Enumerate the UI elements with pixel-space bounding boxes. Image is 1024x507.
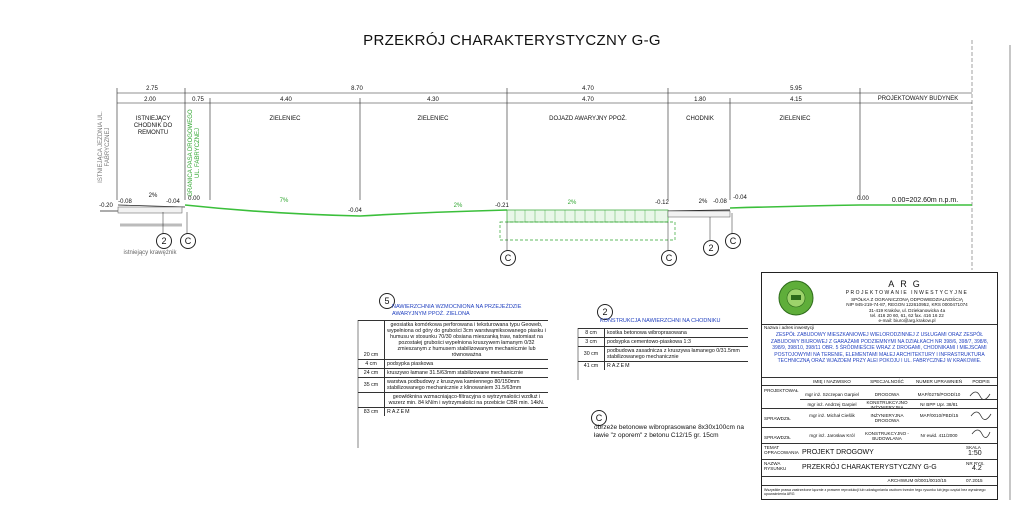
existing-curb-label: istniejący krawężnik bbox=[123, 250, 177, 256]
level-2: -0.08 bbox=[118, 199, 132, 205]
stamp-scale: 1:50 bbox=[968, 450, 982, 457]
marker-2-right: 2 bbox=[703, 240, 719, 256]
legend5-row: 35 cm warstwa podbudowy z kruszywa kamiennego 80/150mm stabilizowanego mechanicznie z klinowaniem 31.5/63mm bbox=[358, 378, 548, 393]
legend5-title: NAWIERZCHNIA WZMOCNIONA NA PRZEJEŹDZIE AWARYJNYM PPOŻ. ZIELONA bbox=[392, 304, 522, 317]
level-7: -0.12 bbox=[655, 200, 669, 206]
dim-detail-6: 1.80 bbox=[694, 97, 706, 103]
stamp-stage: PROJEKT DROGOWY bbox=[802, 449, 874, 456]
level-8: -0.08 bbox=[713, 199, 727, 205]
zone-building: PROJEKTOWANY BUDYNEK bbox=[877, 96, 959, 102]
geoweb-base bbox=[500, 222, 675, 240]
slope-4: 2% bbox=[567, 200, 577, 206]
stamp-num-3: MAP/0010/PBD/15 bbox=[919, 413, 959, 418]
dim-detail-3: 4.40 bbox=[280, 97, 292, 103]
stamp-company-line: NIP 945-219-74-87, REGON 122610952, KRS 0000471074 bbox=[846, 302, 968, 307]
signatures bbox=[968, 386, 994, 442]
legend5-row: 4 cm podsypka piaskowa bbox=[358, 360, 548, 369]
legend5-table bbox=[358, 320, 548, 416]
level-4: 0.00 bbox=[188, 196, 200, 202]
stamp-drawing-label: NAZWA RYSUNKU bbox=[764, 461, 787, 471]
slope-5: 2% bbox=[698, 199, 708, 205]
stamp-spec-2: KONSTRUKCYJNO INŻYNIERYJNA bbox=[866, 400, 908, 410]
legend2-table bbox=[578, 328, 748, 370]
stamp-spec-1: DROGOWA bbox=[874, 392, 900, 397]
dim-overall-2: 8.70 bbox=[351, 86, 363, 92]
legend5-row: 24 cm kruszywo łamane 31.5/63mm stabilizowane mechanicznie bbox=[358, 369, 548, 378]
legend2-marker: 2 bbox=[597, 304, 613, 320]
zone-green-1: ZIELENIEC bbox=[269, 116, 301, 122]
stamp-header-name: IMIĘ I NAZWISKO bbox=[813, 379, 851, 384]
dim-detail-5: 4.70 bbox=[582, 97, 594, 103]
zone-green-3: ZIELENIEC bbox=[779, 116, 811, 122]
stamp-name-3: mgr inż. Michał Cieślik bbox=[809, 413, 855, 418]
legend5-row: 20 cm geosiatka komórkowa perforowana i teksturowana typu Geoweb, wypełniona od góry do grubości 3cm warstwąmiksowanego piasku i humusu w stosunku 70/30 obsiana mieszanką traw, natomiast na pozostałej grubości wypełniona kruszywem łamanym 0/32 zmieszanym z humusem stabilizowanym mechanicznie lub równoważna bbox=[358, 321, 548, 360]
stamp-archive: ARCHIWUM 0/0001/0010/15 bbox=[887, 478, 947, 483]
stamp-email: e-mail: biuro@arg.krakow.pl bbox=[878, 318, 936, 323]
zone-sidewalk: CHODNIK bbox=[686, 116, 714, 122]
slope-3: 2% bbox=[453, 203, 463, 209]
road-boundary-label: GRANICA PASA DROGOWEGO UL. FABRYCZNEJ bbox=[188, 109, 201, 197]
level-5: -0.04 bbox=[348, 208, 362, 214]
dim-detail-1: 2.00 bbox=[144, 97, 156, 103]
stamp-num-1: MAP/0275/POOD/10 bbox=[917, 392, 961, 397]
stamp-name-4: mgr inż. Jarosław Król bbox=[809, 433, 855, 438]
page-title: PRZEKRÓJ CHARAKTERYSTYCZNY G-G bbox=[363, 32, 661, 49]
stamp-role-3: SPRAWDZIŁ bbox=[764, 416, 791, 421]
level-3: -0.04 bbox=[166, 199, 180, 205]
legend2-row: 41 cm RAZEM bbox=[578, 362, 748, 371]
datum-label: 0.00=202.60m n.p.m. bbox=[891, 197, 959, 204]
stamp-phone: tel. 416 20 60, 61, 62 fax. 416 16 22 bbox=[870, 313, 944, 318]
dim-detail-4: 4.30 bbox=[427, 97, 439, 103]
legend2-row: 3 cm podsypka cementowo-piaskowa 1:3 bbox=[578, 338, 748, 347]
arg-logo bbox=[776, 279, 816, 317]
stamp-name-2: mgr inż. Andrzej Garpiel bbox=[807, 402, 857, 407]
legend2-title: KONSTRUKCJA NAWIERZCHNI NA CHODNIKU bbox=[600, 318, 721, 324]
geoweb-pavement bbox=[507, 210, 668, 222]
dim-detail-2: 0.75 bbox=[192, 97, 204, 103]
stamp-spec-4: KONSTRUKCYJNO - BUDOWLANA bbox=[865, 431, 909, 441]
existing-sidewalk-layer bbox=[118, 207, 182, 213]
level-9: -0.04 bbox=[733, 195, 747, 201]
slope-2: 7% bbox=[279, 198, 289, 204]
legend5-marker: 5 bbox=[379, 293, 395, 309]
stamp-role-1: PROJEKTOWAŁ bbox=[764, 388, 799, 393]
ground-profile bbox=[100, 205, 972, 240]
legendC-marker: C bbox=[591, 410, 607, 426]
stamp-object-label: Nazwa i adres inwestycji bbox=[764, 325, 815, 330]
zone-existing-sidewalk: ISTNIEJĄCY CHODNIK DO REMONTU bbox=[133, 116, 173, 136]
marker-c-sidewalk: C bbox=[725, 233, 741, 249]
stamp-project-desc: ZESPÓŁ ZABUDOWY MIESZKANIOWEJ WIELORODZINNEJ Z USŁUGAMI ORAZ ZESPÓŁ ZABUDOWY BIUROWEJ Z GARAŻAMI PODZIEMNYMI NA DZIAŁKACH NR 398/6, 398/7, 398/8, 398/9, 398/10, 398/11 OBR. 5 ŚRÓDMIEŚCIE WRAZ Z DROGAMI, CHODNIKAMI I MIEJSCAMI POSTOJOWYMI NA TERENIE, ELEMENTAMI MAŁEJ ARCHITEKTURY I INFRASTRUKTURA TECHNICZNĄ ORAZ WJAZDEM PRZY ALEI POKOJU I UL. FABRYCZNEJ W KRAKOWIE. bbox=[770, 332, 989, 365]
dimension-chains bbox=[117, 88, 972, 200]
zone-green-2: ZIELENIEC bbox=[417, 116, 449, 122]
marker-c-mid: C bbox=[500, 250, 516, 266]
stamp-address: 31-419 Kraków, ul. Dziekanowicka 4a bbox=[868, 308, 946, 313]
stamp-spec-3: INŻYNIERYJNA DROGOWA bbox=[870, 413, 904, 423]
legend2-row: 8 cm kostka betonowa wibroprasowana bbox=[578, 329, 748, 338]
dim-overall-3: 4.70 bbox=[582, 86, 594, 92]
marker-c-left: C bbox=[180, 233, 196, 249]
legend5-row: 83 cm RAZEM bbox=[358, 408, 548, 417]
marker-2-left: 2 bbox=[156, 233, 172, 249]
dim-overall-1: 2.75 bbox=[146, 86, 158, 92]
marker-c-right: C bbox=[661, 250, 677, 266]
level-1: -0.20 bbox=[99, 203, 113, 209]
stamp-header-spec: SPECJALNOŚĆ bbox=[870, 379, 904, 384]
legendC-text: obrzeże betonowe wibroprasowane 8x30x100cm na ławie "z oporem" z betonu C12/15 gr. 15cm bbox=[594, 424, 744, 439]
grass-line-right bbox=[730, 205, 972, 208]
stamp-name-1: mgr inż. Szczepan Garpiel bbox=[805, 392, 859, 397]
stamp-num-2: Nr BPP Upr. 38/81 bbox=[920, 402, 958, 407]
street-edge-label: ISTNIEJĄCA JEZDNIA UL. FABRYCZNEJ bbox=[98, 111, 111, 183]
zone-fire-access: DOJAZD AWARYJNY PPOŻ. bbox=[549, 116, 627, 122]
stamp-stage-label: TEMAT OPRACOWANIA bbox=[764, 445, 799, 455]
legend5-row: geowłóknina wzmacniająco-filtracyjna o wytrzymałości wzdłuż i wszerz min. 84 kN/m i wytrzymałości na przebicie CBR min. 14kN. bbox=[358, 393, 548, 408]
stamp-footer: Wszystkie prawa zastrzeżone łącznie z prawem reprodukcji lub udostępniania osobom trzecim tego rysunku lub jego części bez wyraźnego upoważnienia ARG bbox=[764, 488, 986, 496]
stamp-num-4: Nr ewid. 411/2000 bbox=[920, 433, 958, 438]
stamp-sheet: 4.2 bbox=[972, 465, 982, 472]
stamp-drawing: PRZEKRÓJ CHARAKTERYSTYCZNY G-G bbox=[802, 464, 937, 471]
new-sidewalk-layer bbox=[668, 211, 730, 217]
stamp-header-sign: PODPIS bbox=[972, 379, 990, 384]
stamp-header-num: NUMER UPRAWNIEŃ bbox=[915, 379, 963, 384]
stamp-company-sub: SPÓŁKA Z OGRANICZONĄ ODPOWIEDZIALNOŚCIĄ bbox=[851, 297, 963, 302]
stamp-logo-text: ARG bbox=[888, 279, 926, 289]
dim-overall-4: 5.95 bbox=[790, 86, 802, 92]
level-6: -0.21 bbox=[495, 203, 509, 209]
stamp-company: PROJEKTOWANIE INWESTYCYJNE bbox=[845, 290, 969, 296]
stamp-sheet-label: NR RYS. bbox=[966, 461, 985, 466]
slope-1: 2% bbox=[148, 193, 158, 199]
title-block bbox=[761, 272, 998, 500]
level-10: 0.00 bbox=[857, 196, 869, 202]
dim-detail-7: 4.15 bbox=[790, 97, 802, 103]
stamp-date: 07.2015 bbox=[966, 478, 983, 483]
stamp-scale-label: SKALA bbox=[966, 445, 981, 450]
legend2-row: 30 cm podbudowa zasadnicza z kruszywa łamanego 0/31.5mm stabilizowanego mechanicznie bbox=[578, 347, 748, 362]
stamp-role-4: SPRAWDZIŁ bbox=[764, 435, 791, 440]
